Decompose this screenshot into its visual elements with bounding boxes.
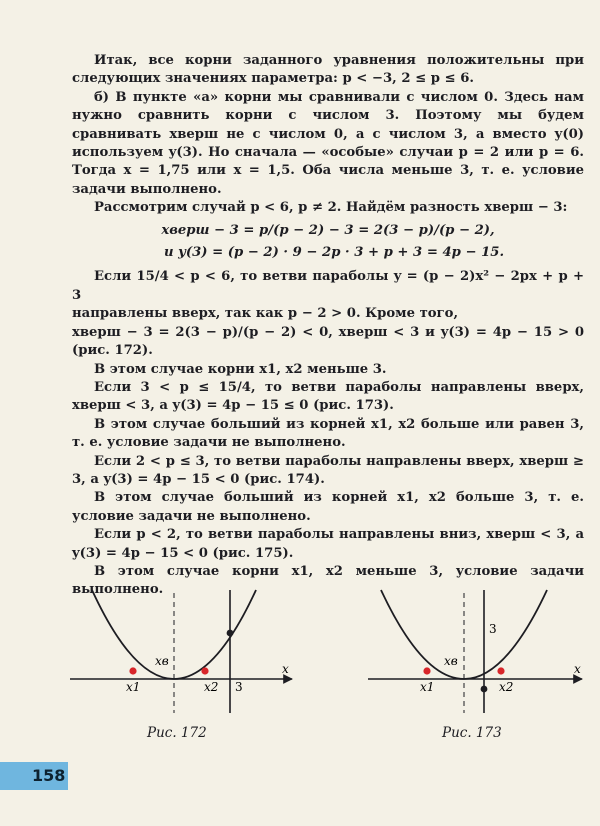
x-axis-label-173: x <box>574 662 581 676</box>
line-label-172: 3 <box>235 680 243 694</box>
root2-label-173: x2 <box>499 680 514 694</box>
paragraph-10: Если p < 2, то ветви параболы направлены вниз, xверш < 3, а y(3) = 4p − 15 < 0 (рис. 175). <box>72 527 584 561</box>
root2-label-172: x2 <box>204 680 219 694</box>
root1-label-172: x1 <box>126 680 141 694</box>
paragraph-4b: направлены вверх, так как p − 2 > 0. Кроме того, <box>72 306 459 322</box>
caption-fig173: Рис. 173 <box>442 725 502 741</box>
root-point-x1-173 <box>423 667 430 674</box>
figure-172 <box>70 590 292 713</box>
line-label-173: 3 <box>489 622 497 636</box>
root-point-x2-173 <box>497 667 504 674</box>
figures-svg <box>0 585 600 755</box>
paragraph-7: В этом случае больший из корней x1, x2 больше или равен 3, т. е. условие задачи не выполнено. <box>72 416 584 451</box>
root-point-x2-172 <box>201 667 208 674</box>
paragraph-11: В этом случае корни x1, x2 меньше 3, условие задачи выполнено. <box>72 563 584 598</box>
vertex-label-173: xв <box>444 654 458 668</box>
paragraph-9: В этом случае больший из корней x1, x2 больше 3, т. е. условие задачи не выполнено. <box>72 490 584 524</box>
paragraph-6: Если 3 < p ≤ 15/4, то ветви параболы направлены вверх, xверш < 3, а y(3) = 4p − 15 ≤ 0 (рис. 173). <box>72 379 584 414</box>
paragraph-5: В этом случае корни x1, x2 меньше 3. <box>94 361 387 377</box>
root-point-x1-172 <box>129 667 136 674</box>
paragraph-3: Рассмотрим случай p < 6, p ≠ 2. Найдём разность xверш − 3: <box>94 200 568 216</box>
root1-label-173: x1 <box>420 680 435 694</box>
paragraph-2: б) В пункте «а» корни мы сравнивали с числом 0. Здесь нам нужно сравнить корни с числом 3. Поэтому мы будем сравнивать xверш не с числом 0, а с числом 3, а вместо y(0) используем y(3). Но сначала — «особые» случаи p = 2 или p = 6. Тогда x = 1,75 или x = 1,5. Оба числа меньше 3, т. е. условие задачи выполнено. <box>72 89 584 197</box>
caption-fig172: Рис. 172 <box>147 725 207 741</box>
figures <box>0 585 600 755</box>
point-y3-173 <box>481 686 488 693</box>
paragraph-8: Если 2 < p ≤ 3, то ветви параболы направлены вверх, xверш ≥ 3, а y(3) = 4p − 15 < 0 (рис. 174). <box>72 453 584 487</box>
formula-vertex-difference: xверш − 3 = p/(p − 2) − 3 = 2(3 − p)/(p − 2), <box>161 222 495 238</box>
paragraph-1: Итак, все корни заданного уравнения положительны при следующих значениях параметра: p < −3, 2 ≤ p ≤ 6. <box>72 53 584 87</box>
formula-y3: и y(3) = (p − 2) · 9 − 2p · 3 + p + 3 = 4p − 15. <box>164 245 505 261</box>
point-y3-172 <box>227 630 234 637</box>
main-text <box>72 52 584 600</box>
vertex-label-172: xв <box>155 654 169 668</box>
paragraph-4c: xверш − 3 = 2(3 − p)/(p − 2) < 0, xверш < 3 и y(3) = 4p − 15 > 0 (рис. 172). <box>72 324 584 359</box>
page-number: 158 <box>32 766 66 785</box>
x-axis-label-172: x <box>282 662 289 676</box>
figure-173 <box>368 590 582 713</box>
paragraph-4a: Если 15/4 < p < 6, то ветви параболы y = (p − 2)x² − 2px + p + 3 <box>72 269 584 303</box>
